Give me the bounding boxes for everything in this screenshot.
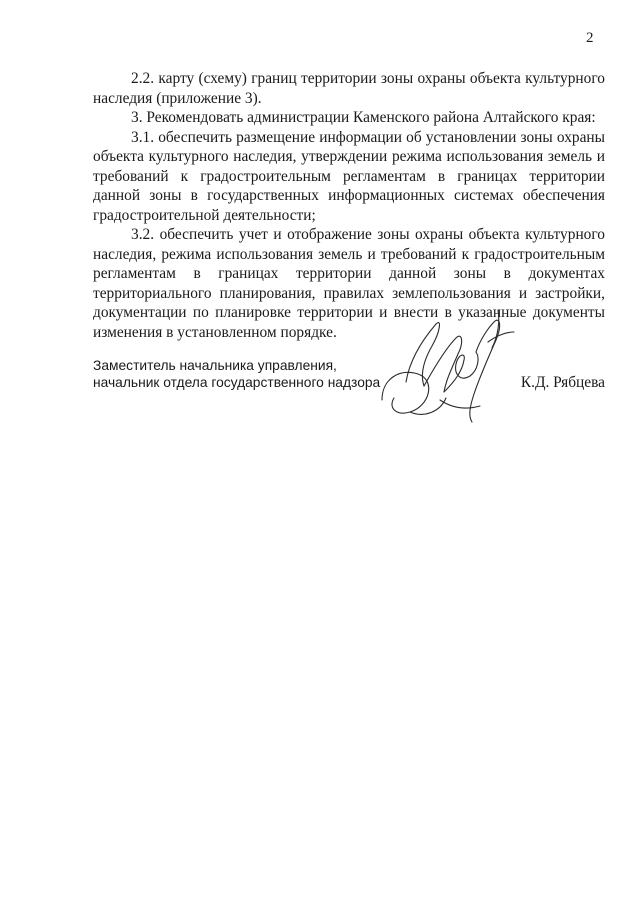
paragraph-3-2: 3.2. обеспечить учет и отображение зоны охраны объекта культурного наследия, режима использования земель и требований к градостроительным регламентам в границах территории данной зоны в документах территориального планирования, правилах землепользования и застройки, документации по планировке территории и внести в указанные документы изменения в установленном порядке. <box>93 226 605 341</box>
page-number: 2 <box>586 30 594 46</box>
paragraph-3-1: 3.1. обеспечить размещение информации об установлении зоны охраны объекта культурного наследия, утверждении режима использования земель и требований к градостроительным регламентам в границах территории данной зоны в государственных информационных системах обеспечения градостроительной деятельности; <box>93 128 605 224</box>
signature-block <box>93 357 605 437</box>
signer-title <box>93 357 380 391</box>
signer-name: К.Д. Рябцева <box>520 374 605 391</box>
paragraph-2-2: 2.2. карту (схему) границ территории зоны охраны объекта культурного наследия (приложение 3). <box>93 70 605 107</box>
paragraph-3: 3. Рекомендовать администрации Каменского района Алтайского края: <box>131 109 596 126</box>
signer-title-line-2: начальник отдела государственного надзора <box>93 375 381 390</box>
body-text <box>93 69 605 342</box>
signer-title-line-1: Заместитель начальника управления, <box>93 358 337 373</box>
